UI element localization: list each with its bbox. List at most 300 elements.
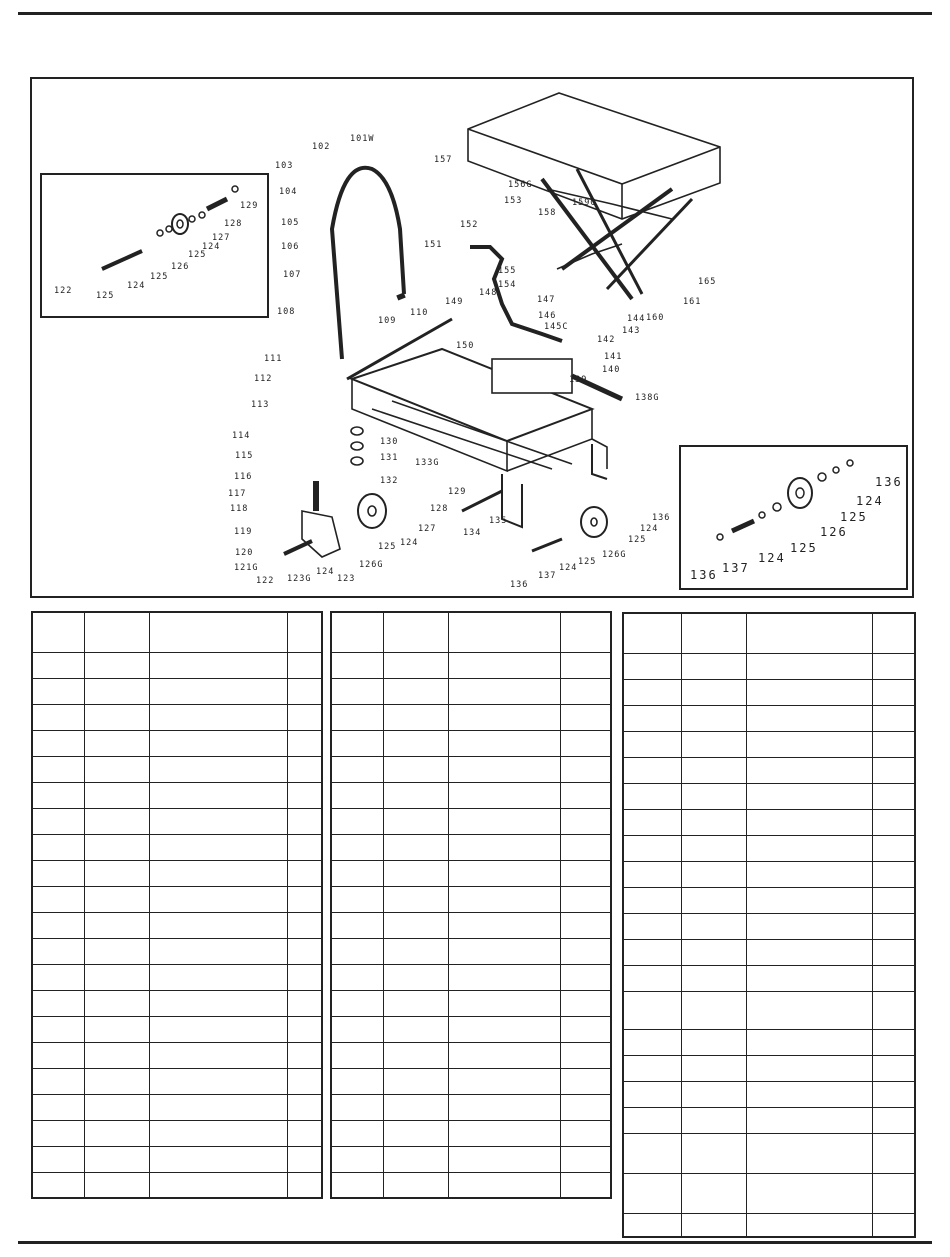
table-cell [331,1094,383,1120]
table-cell [681,861,746,887]
callout-label: 101W [350,134,375,144]
table-row [32,860,322,886]
table-cell [383,1068,448,1094]
callout-label: 144 [627,314,646,324]
table-cell [561,730,611,756]
callout-label: 117 [228,489,247,499]
callout-label: 150 [456,341,475,351]
header-cell [331,612,383,652]
table-row [331,1120,611,1146]
callout-label: 145C [544,322,569,332]
table-cell [150,782,288,808]
table-cell [561,886,611,912]
table-cell [84,782,149,808]
table-cell [872,887,915,913]
callout-label: 128 [430,504,449,514]
table-cell [872,679,915,705]
table-cell [32,1068,84,1094]
table-cell [383,1094,448,1120]
table-cell [449,1120,561,1146]
callout-label: 126 [820,525,848,539]
table-cell [32,1172,84,1198]
callout-label: 158 [538,208,557,218]
table-cell [150,886,288,912]
table-cell [383,652,448,678]
callout-label: 126G [602,550,627,560]
table-cell [681,913,746,939]
callout-label: 154 [498,280,517,290]
table-cell [747,809,873,835]
table-cell [150,1016,288,1042]
table-cell [331,782,383,808]
table-cell [331,1016,383,1042]
table-cell [287,1042,322,1068]
callout-label: 124 [856,494,884,508]
table-cell [150,912,288,938]
table-cell [449,1172,561,1198]
table-row [331,860,611,886]
table-cell [561,1042,611,1068]
callout-label: 160 [646,313,665,323]
table-cell [84,860,149,886]
callout-label: 106 [281,242,300,252]
table-row [331,704,611,730]
table-cell [623,887,681,913]
table-row [331,782,611,808]
table-cell [383,834,448,860]
table-cell [383,730,448,756]
table-cell [383,1172,448,1198]
table-cell [747,1055,873,1081]
table-cell [561,860,611,886]
table-cell [150,704,288,730]
table-cell [150,1120,288,1146]
table-cell [681,1133,746,1173]
callout-label: 140 [602,365,621,375]
table-cell [681,835,746,861]
table-cell [623,679,681,705]
table-row [623,757,915,783]
callout-label: 155 [498,266,517,276]
table-cell [449,1094,561,1120]
table-row [623,705,915,731]
header-cell [561,612,611,652]
callout-label: 151 [424,240,443,250]
table-cell [623,1133,681,1173]
table-cell [84,886,149,912]
callout-label: 124 [640,524,659,534]
table-row [331,730,611,756]
table-row [32,1172,322,1198]
table-cell [150,834,288,860]
bottom-rule [18,1241,932,1244]
diagram-drawing [32,79,912,596]
callout-label: 105 [281,218,300,228]
table-row [623,1133,915,1173]
table-cell [872,1133,915,1173]
callout-label: 161 [683,297,702,307]
table-row [623,1055,915,1081]
callout-label: 136 [510,580,529,590]
table-cell [623,1173,681,1213]
table-cell [331,730,383,756]
table-row [623,939,915,965]
top-rule [18,12,932,15]
callout-label: 121G [234,563,259,573]
callout-label: 141 [604,352,623,362]
table-cell [449,990,561,1016]
table-cell [287,938,322,964]
table-cell [287,782,322,808]
callout-label: 109 [378,316,397,326]
table-cell [681,679,746,705]
callout-label: 124 [202,242,221,252]
table-cell [681,965,746,991]
table-cell [383,990,448,1016]
callout-label: 143 [622,326,641,336]
table-cell [681,1029,746,1055]
table-cell [32,860,84,886]
table-cell [449,1042,561,1068]
table-cell [287,1146,322,1172]
table-cell [747,1213,873,1237]
table-cell [383,782,448,808]
table-cell [331,652,383,678]
callout-label: 114 [232,431,251,441]
header-cell [32,612,84,652]
callout-label: 103 [275,161,294,171]
callout-label: 125 [378,542,397,552]
table-cell [872,1055,915,1081]
callout-label: 112 [254,374,273,384]
table-cell [84,1120,149,1146]
table-cell [747,1029,873,1055]
table-row [32,990,322,1016]
table-cell [383,860,448,886]
table-cell [449,860,561,886]
table-cell [150,990,288,1016]
table-cell [449,756,561,782]
table-cell [383,1042,448,1068]
table-row [623,731,915,757]
table-cell [383,912,448,938]
table-cell [150,756,288,782]
callout-label: 123G [287,574,312,584]
parts-list-table-2 [330,611,612,1199]
table-cell [32,1042,84,1068]
table-cell [623,653,681,679]
table-cell [150,860,288,886]
callout-label: 137 [722,561,750,575]
table-cell [287,704,322,730]
callout-label: 133G [415,458,440,468]
callout-label: 130 [380,437,399,447]
table-cell [383,756,448,782]
left-inset-detail [41,174,268,317]
table-cell [84,1172,149,1198]
table-cell [561,704,611,730]
table-row [32,964,322,990]
callout-label: 115 [235,451,254,461]
table-cell [84,1042,149,1068]
table-row [623,965,915,991]
table-cell [449,886,561,912]
table-row [32,834,322,860]
table-cell [747,705,873,731]
table-cell [872,965,915,991]
table-cell [84,912,149,938]
table-cell [561,964,611,990]
callout-label: 124 [400,538,419,548]
header-cell [449,612,561,652]
table-row [623,783,915,809]
table-cell [623,731,681,757]
table-cell [449,678,561,704]
callout-label: 142 [597,335,616,345]
table-cell [747,1133,873,1173]
callout-label: 104 [279,187,298,197]
table-cell [287,678,322,704]
table-cell [872,991,915,1029]
callout-label: 165 [698,277,717,287]
header-cell [747,613,873,653]
table-cell [747,757,873,783]
callout-label: 136 [875,475,903,489]
table-cell [623,1055,681,1081]
table-cell [561,652,611,678]
table-cell [383,938,448,964]
table-cell [84,1016,149,1042]
table-row [623,1107,915,1133]
table-cell [331,938,383,964]
callout-label: 149 [445,297,464,307]
table-cell [681,783,746,809]
table-cell [287,1120,322,1146]
table-cell [331,886,383,912]
table-header-row [623,613,915,653]
table-row [623,861,915,887]
table-cell [150,964,288,990]
table-cell [287,912,322,938]
header-cell [383,612,448,652]
table-cell [623,783,681,809]
table-row [32,912,322,938]
exploded-parts-diagram [30,77,914,598]
callout-label: 125 [628,535,647,545]
table-cell [747,913,873,939]
parts-list-table-3 [622,612,916,1238]
table-cell [150,730,288,756]
table-cell [383,704,448,730]
table-cell [561,1172,611,1198]
callout-label: 131 [380,453,399,463]
table-cell [623,757,681,783]
table-cell [561,912,611,938]
table-cell [287,730,322,756]
table-cell [84,1094,149,1120]
table-cell [747,1081,873,1107]
table-cell [561,782,611,808]
callout-label: 153 [504,196,523,206]
table-cell [32,808,84,834]
callout-label: 134 [463,528,482,538]
table-row [331,1146,611,1172]
table-cell [681,1173,746,1213]
table-cell [872,1213,915,1237]
table-row [331,912,611,938]
table-cell [32,1146,84,1172]
table-cell [32,912,84,938]
table-cell [561,808,611,834]
table-row [623,835,915,861]
table-cell [32,938,84,964]
callout-label: 124 [758,551,786,565]
table-cell [84,704,149,730]
table-row [32,938,322,964]
table-cell [383,1120,448,1146]
callout-label: 125 [150,272,169,282]
table-row [32,1094,322,1120]
table-cell [681,731,746,757]
table-cell [150,1094,288,1120]
table-row [32,1068,322,1094]
table-row [331,1068,611,1094]
table-cell [747,679,873,705]
callout-label: 116 [234,472,253,482]
table-cell [150,1172,288,1198]
table-cell [331,808,383,834]
callout-label: 122 [256,576,275,586]
table-cell [623,1081,681,1107]
table-cell [32,756,84,782]
table-cell [449,704,561,730]
table-row [623,809,915,835]
table-cell [150,678,288,704]
table-cell [623,965,681,991]
table-cell [383,964,448,990]
table-row [331,964,611,990]
callout-label: 113 [251,400,270,410]
callout-label: 108 [277,307,296,317]
table-cell [84,1146,149,1172]
table-cell [449,652,561,678]
table-cell [32,834,84,860]
table-cell [561,678,611,704]
callout-label: 159G [572,198,597,208]
table-cell [32,886,84,912]
table-cell [331,990,383,1016]
table-cell [561,1068,611,1094]
table-cell [561,756,611,782]
table-cell [681,809,746,835]
callout-label: 129 [240,201,259,211]
table-cell [287,990,322,1016]
table-cell [331,834,383,860]
table-cell [872,731,915,757]
table-cell [150,1068,288,1094]
table-cell [331,912,383,938]
callout-label: 125 [188,250,207,260]
parts-list-table-1 [31,611,323,1199]
table-cell [872,705,915,731]
table-cell [287,1094,322,1120]
table-cell [32,678,84,704]
table-cell [561,1094,611,1120]
header-cell [623,613,681,653]
table-cell [287,834,322,860]
table-cell [449,1068,561,1094]
table-cell [747,861,873,887]
callout-label: 157 [434,155,453,165]
table-cell [872,757,915,783]
table-cell [84,834,149,860]
callout-label: 136 [690,568,718,582]
table-row [32,704,322,730]
header-cell [150,612,288,652]
table-row [32,886,322,912]
table-cell [872,939,915,965]
table-cell [84,938,149,964]
callout-label: 120 [235,548,254,558]
table-row [331,808,611,834]
table-cell [561,1146,611,1172]
callout-label: 102 [312,142,331,152]
table-row [32,756,322,782]
table-cell [681,1213,746,1237]
table-row [623,679,915,705]
table-cell [449,964,561,990]
table-cell [872,653,915,679]
table-cell [287,886,322,912]
table-cell [32,652,84,678]
table-cell [681,1081,746,1107]
table-cell [287,1068,322,1094]
table-cell [84,808,149,834]
table-cell [623,913,681,939]
table-cell [747,991,873,1029]
table-cell [623,835,681,861]
table-row [32,678,322,704]
table-cell [150,1146,288,1172]
table-row [32,730,322,756]
callout-label: 125 [96,291,115,301]
table-cell [32,1120,84,1146]
table-cell [681,757,746,783]
callout-label: 125 [578,557,597,567]
table-cell [84,1068,149,1094]
table-cell [747,1107,873,1133]
table-cell [449,938,561,964]
callout-label: 125 [840,510,868,524]
table-row [331,1172,611,1198]
table-row [331,756,611,782]
callout-label: 126 [171,262,190,272]
table-cell [623,991,681,1029]
table-cell [872,861,915,887]
table-cell [287,808,322,834]
table-cell [872,1173,915,1213]
table-cell [872,809,915,835]
callout-label: 152 [460,220,479,230]
table-cell [561,938,611,964]
table-row [331,886,611,912]
callout-label: 122 [54,286,73,296]
table-cell [872,1107,915,1133]
table-cell [872,913,915,939]
table-cell [449,912,561,938]
table-cell [287,1016,322,1042]
table-cell [681,653,746,679]
